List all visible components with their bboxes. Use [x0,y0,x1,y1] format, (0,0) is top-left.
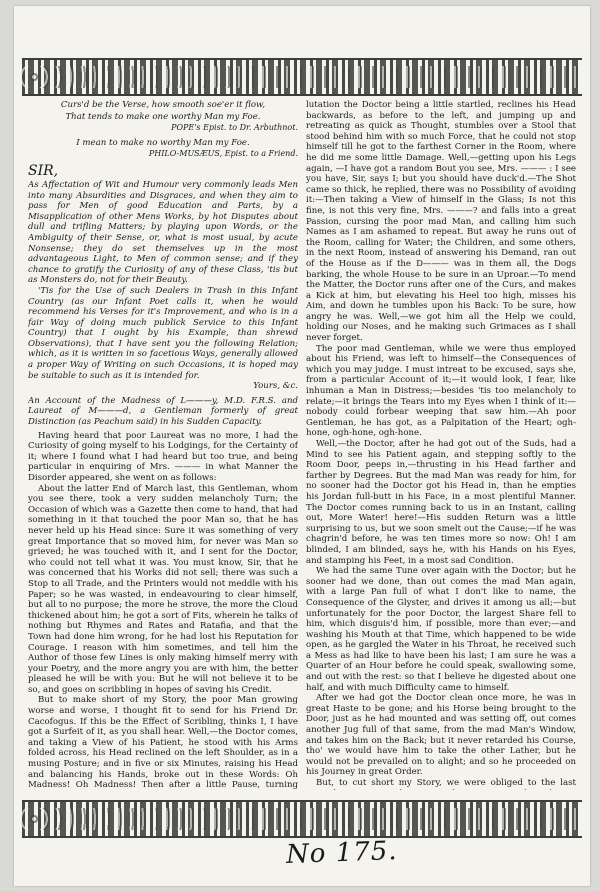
ornamental-border-top [22,58,582,96]
signoff: Yours, &c. [253,381,298,392]
paragraph: 'Tis for the Use of such Dealers in Trash in this Infant Country (as our Infant Poet calls it, when he would recommend his Verses for it's Improvement, and who is in a fair Way of doing much publick Service to this Infant Country) that I ought by his Example, than shrewd Observations), that I have sent you the following Relation; which, as it is written in so facetious Ways, generally allowed a proper Way of Writing on such Occasions, it is hoped may be suitable to such as it is intended for. [28,285,298,381]
issue-number: No 175. [285,836,399,870]
paragraph: After we had got the Doctor clean once more, he was in great Haste to be gone; and his Horse being brought to the Door, just as he had mounted and was setting off, out comes another Jug full of that same, from the mad Man's Window, and takes him on the Back; but it never retarded his Course, tho' we would have him to take the other Lather, but he would not be prevailed on to alight; and so he proceeded on his Journey in great Order. [306,693,576,778]
left-column [28,100,298,790]
salutation: SIR, [28,162,59,179]
paragraph: lutation the Doctor being a little startled, reclines his Head backwards, as before to the left, and jumping up and retreating as quick as Thought, stumbles over a Stool that stood behind him with so much Force, that he could not stop himself till he got to the farthest Corner in the Room, where he did me some little Damage. Well,—getting upon his Legs again, —I have got a random Bout you see, Mrs. ——— : I see you have, Sir, says I; but you should have duck'd.—The Shot came so thick, he replied, there was no Possibility of avoiding it:—Then taking a View of himself in the Glass; Is not this fine, is not this very fine, Mrs. ———? and falls into a great Passion, cursing the poor mad Man, and calling him such Names as I am ashamed to repeat. But away he runs out of the Room, calling for Water; the Children, and some others, in the next Room, instead of answering his Demand, ran out of the House as if the D——— was in them all, the Dogs barking, the whole House to be sure in an Uproar.—To mend the Matter, the Doctor runs after one of the Curs, and makes a Kick at him, but elevating his Heel too high, misses his Aim, and down he tumbles upon his Back: To be sure, how angry he was. Well,—we got him all the Help we could, holding our Noses, and he making such Grimaces as I shall never forget. [306,100,576,344]
verse-line: I mean to make no worthy Man my Foe. [76,137,250,148]
verse-attribution: POPE's Epist. to Dr. Arbuthnot. [171,123,298,133]
verse-attribution: PHILO-MUSÆUS, Epist. to a Friend. [148,149,298,159]
paragraph: Having heard that poor Laureat was no more, I had the Curiosity of going myself to his Lodgings, for the Certainty of it; where I found what I had heard but too true, and being particular in enquiring of Mrs. ——— in what Manner the Disorder appeared, she went on as follows: [28,430,298,483]
paragraph: We had the same Tune over again with the Doctor; but he sooner had we done, than out comes the mad Man again, with a large Pan full of what I don't like to name, the Consequence of the Glyster, and drives it among us all;—but unfortunately for the poor Doctor, the largest Share fell to him, which disguis'd him, if possible, more than ever;—and washing his Mouth at that Time, which happened to be wide open, as he gargled the Water in his Throat, he received such a Mess as had like to have been his last; I am sure he was a Quarter of an Hour before he could speak, swallowing some, and out with the rest: so that I believe he digested about one half, and with much Difficulty came to himself. [306,566,576,693]
paragraph: But, to cut short my Story, we were obliged to the last [316,778,576,788]
article-heading: An Account of the Madness of L———y, M.D. F.R.S. and Laureat of M———d, a Gentleman formerly of great Distinction (as Peachum said) in his Sudden Capacity. [28,395,298,428]
right-column [306,100,576,790]
paragraph: About the latter End of March last, this Gentleman, whom you see there, took a very sudden melancholy Turn; the Occasion of which was a Gazette then come to hand, that had something in it that touched the poor Man so, that he has never held up his Head since: Sure it was something of very great Importance that so moved him, for never was Man so grieved; he was touched with it, and I sent for the Doctor, who could not tell what it was. You must know, Sir, that he was concerned that his Works did not sell; there was such a Stop to all Trade, and the Printers would not meddle with his Paper; so he was wasted, in endeavouring to clear himself, but all to no purpose; the more he strove, the more the Cloud thickened about him; he got a sort of Fits, wherein he talks of nothing but Rhymes and Rates and Ratafia, and that the Town had done him wrong, for he had lost his Reputation for Courage. I reason with him sometimes, and tell him the Author of those few Lines is only making himself merry with your Poetry, and the more angry you are with him, the better pleased he will be with you: But he will not believe it to be so, and goes on scribbling in hopes of saving his Credit. [28,483,298,695]
newspaper-page [14,6,590,886]
verse-line: That tends to make one worthy Man my Foe. [65,111,261,122]
paragraph: As Affectation of Wit and Humour very commonly leads Men into many Absurdities and Disgraces, and when they aim to pass for Men of good Education and Parts, by a Misapplication of other Mens Works, by hot Disputes about dull and trifling Matters; by playing upon Words, or the Ambiguity of their Sense, or, what is most usual, by acute Nonsense; they do set themselves up in the most advantageous Light, to Men of common sense; and if they chance to gratify the Curiosity of any of these Class, 'tis but as Monsters do, not for their Beauty. [28,179,298,286]
paragraph: The poor mad Gentleman, while we were thus employed about his Friend, was left to himself—the Consequences of which you may judge. I must intreat to be excused, says she, from a particular Account of it;—it would look, I fear, like inhuman a Man in Distress;—besides 'tis too melancholy to relate;—it brings the Tears into my Eyes when I think of it:—nobody could forbear weeping that saw him.—Ah poor Gentleman, he has got, as a Palpitation of the Heart; ogh-hone, ogh-hone, ogh-hone. [306,343,576,439]
verse-line: Curs'd be the Verse, how smooth soe'er it flow, [60,100,266,110]
paragraph: Well,—the Doctor, after he had got out of the Suds, had a Mind to see his Patient again, and stepping softly to the Room Door, peeps in,—thrusting in his Head farther and farther by Degrees. But the mad Man was ready for him, for no sooner had the Doctor got his Head in, than he empties his Jordan full-butt in his Face, in a most plentiful Manner. The Doctor comes running back to us in an Instant, calling out, More Water! here!—His sudden Return was a little surprising to us, but we soon smelt out the Cause;—if he was chagrin'd before, he was ten times more so now: Oh! I am blinded, I am blinded, says he, with his Hands on his Eyes, and stamping his Feet, in a most sad Condition. [306,439,576,566]
ornamental-border-bottom [22,800,582,838]
paragraph: But to make short of my Story, the poor Man growing worse and worse, I thought fit to send for his Friend Dr. Cacofogus. If this be the Effect of Scribling, thinks I, I have got a Surfeit of it, as you shall hear. Well,—the Doctor comes, and taking a View of his Patient, he stood with his Arms folded across, his Head reclined on the left Shoulder, as in a musing Posture; and in five or six Minutes, raising his Head and balancing his Hands, broke out in these Words: Oh Madness! Oh Madness! Then after a little Pause, turning [28,695,298,790]
